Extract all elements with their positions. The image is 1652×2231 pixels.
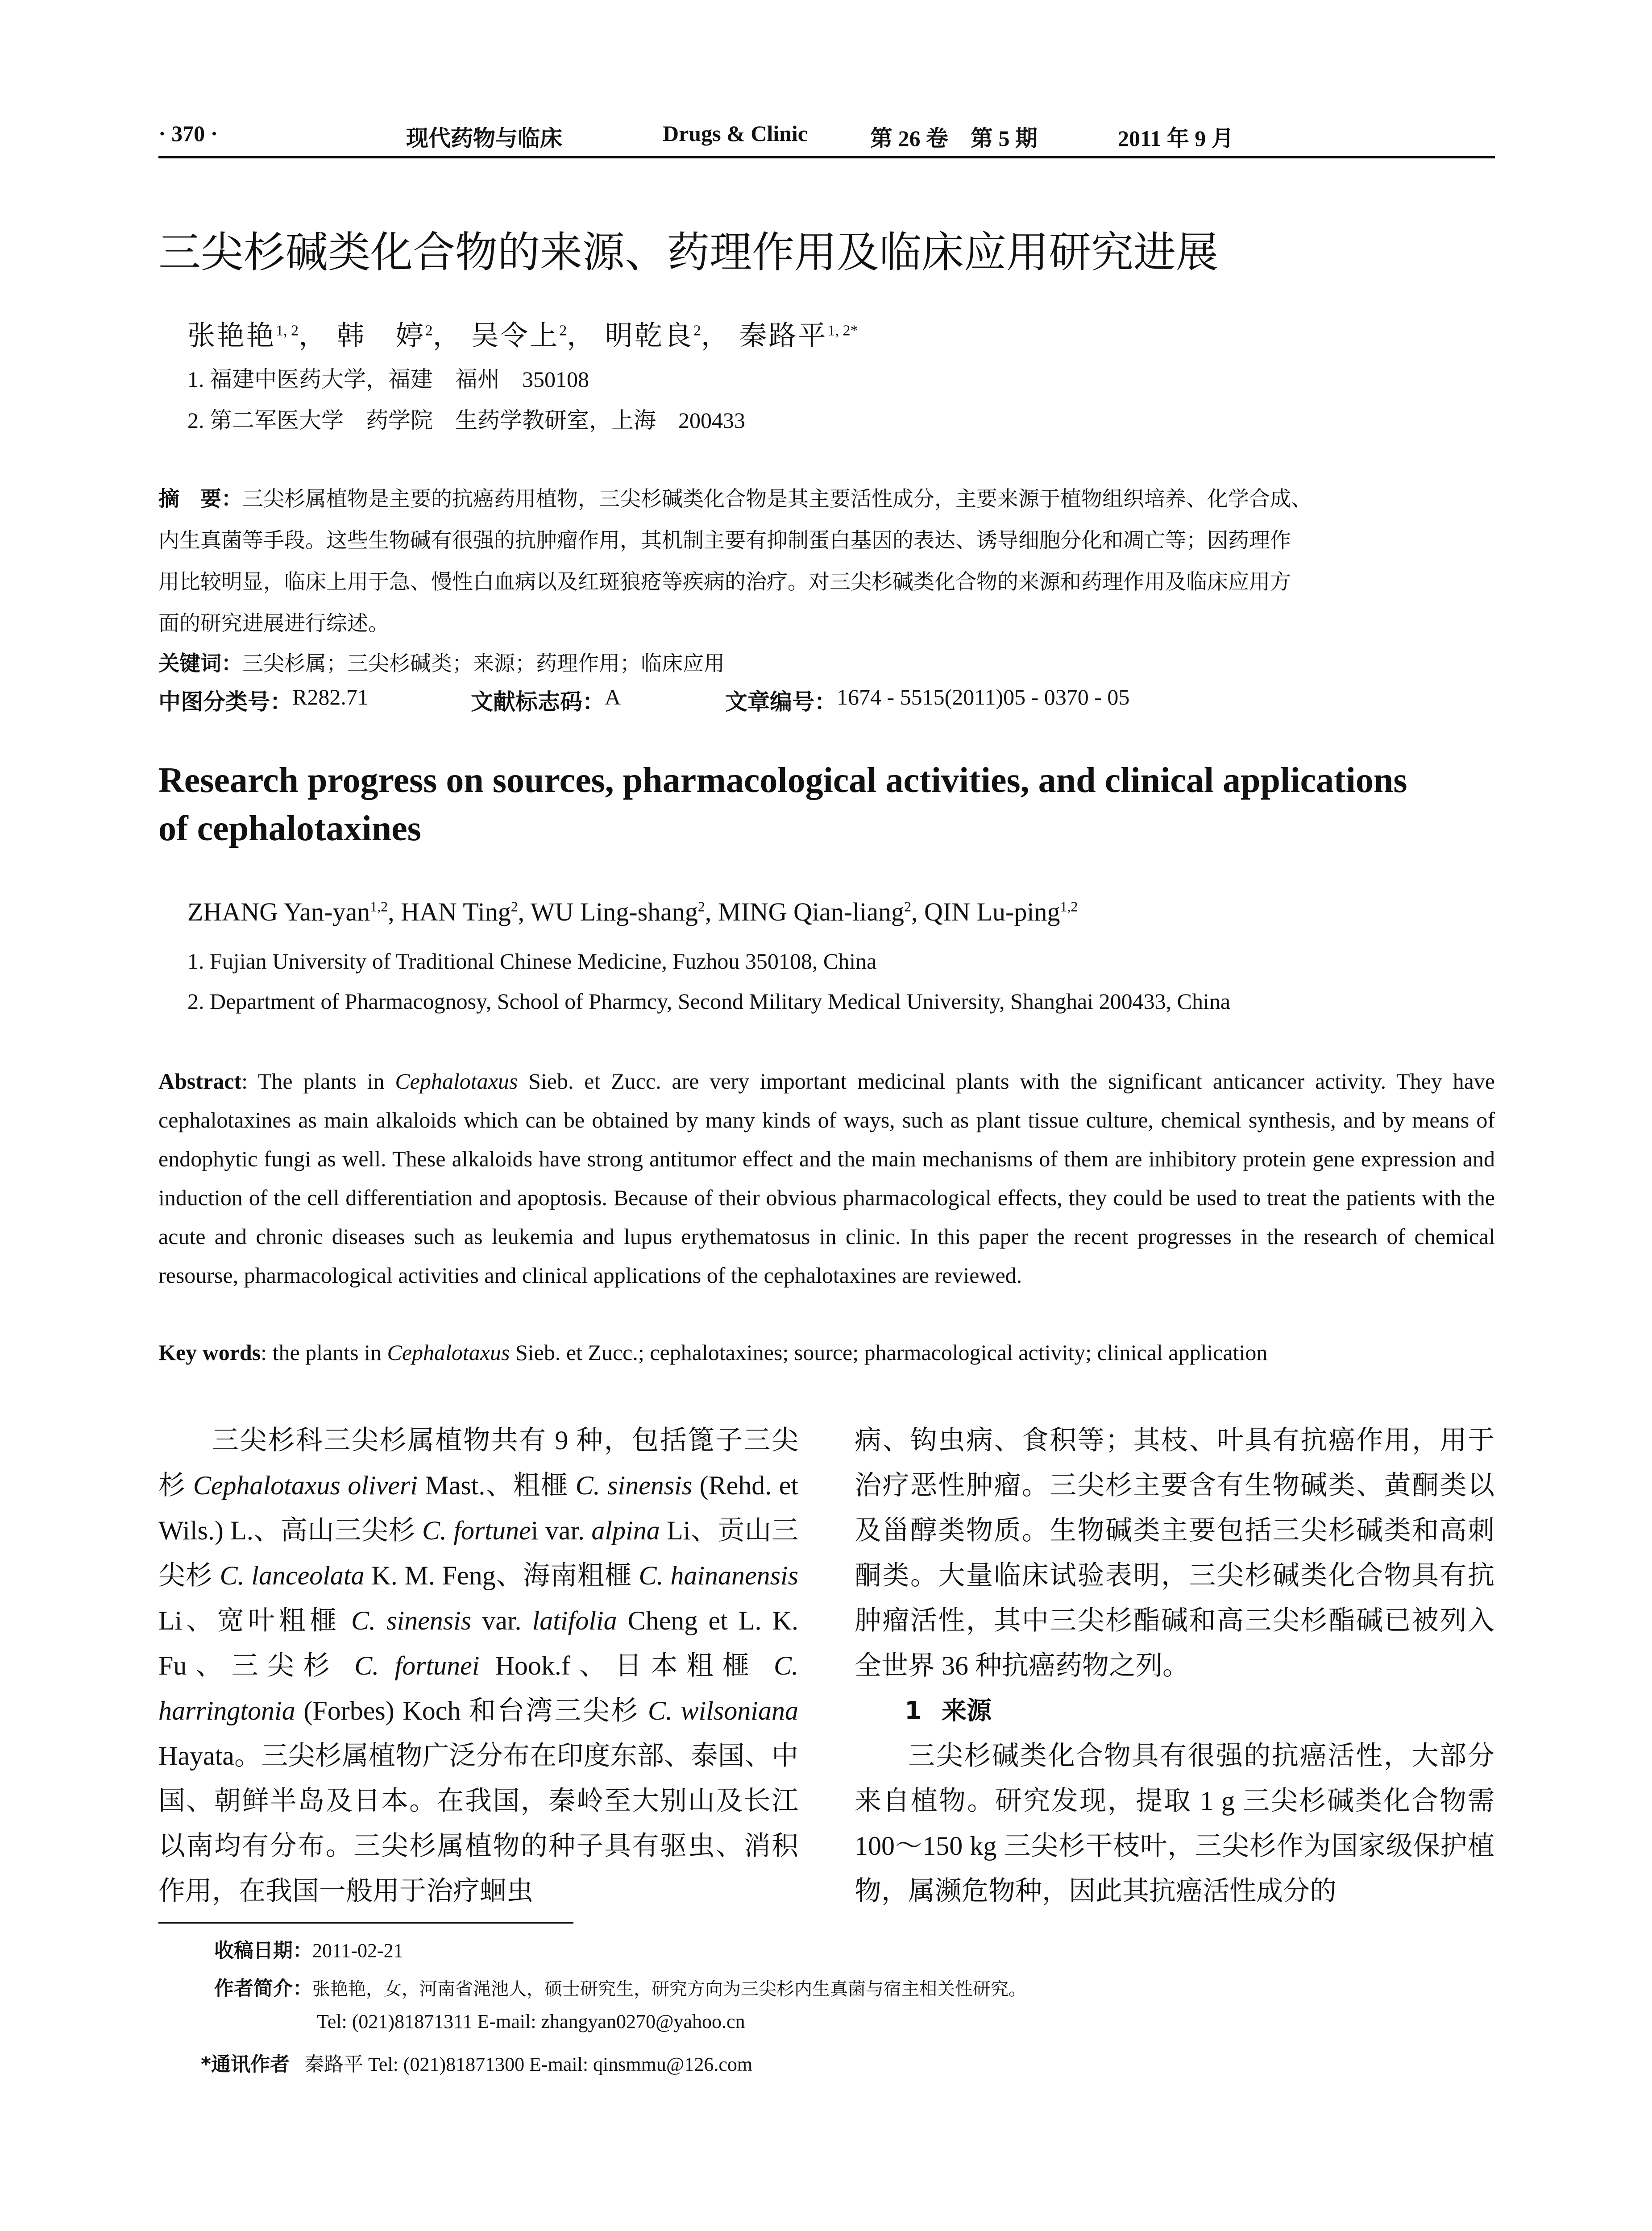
doc-code-value: A [605,684,621,709]
author-affiliation-mark: 2 [693,322,701,339]
keywords-label: 关键词： [158,651,242,676]
article-no-value: 1674 - 5515(2011)05 - 0370 - 05 [837,684,1130,709]
section-heading [855,1688,1494,1733]
footnote-rule [158,1922,573,1924]
abstract-line: 三尖杉属植物是主要的抗癌药用植物，三尖杉碱类化合物是其主要活性成分，主要来源于植物组织培养、化学合成、 [242,487,1312,511]
author-affiliation-mark: 1,2 [1060,899,1078,915]
chinese-authors: 张艳艳$^{1, 2}$， 韩 婷$^2$， 吴令上$^2$， 明乾良$^2$， 秦路平$^{1, 2*}$ [187,321,858,351]
clc-value: R282.71 [292,684,369,709]
species-name: latifolia [532,1606,617,1635]
author-affiliation-mark: 2 [697,899,705,915]
author-name: 秦路平 [739,321,828,351]
body-text: 三尖杉科三尖杉属植物共有 9 种，包括篦子三尖杉 [158,1426,798,1500]
received-date: 收稿日期：2011-02-21 [214,1939,403,1962]
species-name: C. hainanensis [639,1561,798,1590]
author-name: QIN Lu-ping [924,897,1060,926]
author-bio: 作者简介：张艳艳，女，河南省渑池人，硕士研究生，研究方向为三尖杉内生真菌与宿主相关性研究。 [214,1977,1026,2000]
species-name: C. fortune [422,1516,531,1545]
author-name: 明乾良 [605,321,693,351]
english-abstract: Abstract: The plants in Cephalotaxus Sieb. et Zucc. are very important medicinal plants with the significant anticancer activity. They have cephalotaxines as main alkaloids which can be obtained by many kinds of ways, such as plant tissue culture, chemical synthesis, and by means of endophytic fungi as well. These alkaloids have strong antitumor effect and the main mechanisms of them are inhibitory protein gene expression and induction of the cell differentiation and apoptosis. Because of their obvious pharmacological effects, they could be used to treat the patients with the acute and chronic diseases such as leukemia and lupus erythematosus in clinic. In this paper the recent progresses in the research of chemical resourse, pharmacological activities and clinical applications of the cephalotaxines are reviewed. [158,1069,1495,1288]
english-affiliation-2: 2. Department of Pharmacognosy, School of Pharmcy, Second Military Medical University, Shanghai 200433, China [187,989,1231,1014]
chinese-keywords [158,647,725,677]
body-paragraph: 三尖杉碱类化合物具有很强的抗癌活性，大部分来自植物。研究发现，提取 1 g 三尖杉碱类化合物需 100～150 kg 三尖杉干枝叶，三尖杉作为国家级保护植物，属濒危物种，因此其抗癌活性成分的 [855,1741,1494,1906]
english-title [158,756,1497,853]
abstract-line: 用比较明显，临床上用于急、慢性白血病以及红斑狼疮等疾病的治疗。对三尖杉碱类化合物的来源和药理作用及临床应用方 [158,570,1291,594]
author-name: ZHANG Yan-yan [187,897,370,926]
author-name: 吴令上 [471,321,560,351]
author-name: 张艳艳 [187,321,276,351]
issue-date: 2011 年 9 月 [1118,126,1234,151]
body-paragraph: 病、钩虫病、食积等；其枝、叶具有抗癌作用，用于治疗恶性肿瘤。三尖杉主要含有生物碱类、黄酮类以及甾醇类物质。生物碱类主要包括三尖杉碱类和高刺酮类。大量临床试验表明，三尖杉碱类化合物具有抗肿瘤活性，其中三尖杉酯碱和高三尖杉酯碱已被列入全世界 36 种抗癌药物之列。 [855,1426,1494,1680]
author-affiliation-mark: 1,2 [370,899,388,915]
author-name: WU Ling-shang [530,897,698,926]
running-header [158,117,1495,157]
author-name: HAN Ting [401,897,511,926]
corresponding-author: *通讯作者 秦路平 Tel: (021)81871300 E-mail: qinsmmu@126.com [201,2053,753,2076]
body-text: Li、贡山三尖杉 [158,1516,798,1590]
volume-issue: 第 26 卷 第 5 期 [870,126,1038,151]
author-affiliation-mark: 2 [511,899,518,915]
abstract-label: 摘 要： [158,487,242,511]
english-title-line: of cephalotaxines [158,809,421,848]
species-name: alpina [591,1516,660,1545]
species-name: Cephalotaxus oliveri [193,1471,418,1500]
journal-name-en: Drugs & Clinic [663,121,808,146]
chinese-affiliation-2: 2. 第二军医大学 药学院 生药学教研室，上海 200433 [187,408,745,433]
journal-name-cn: 现代药物与临床 [406,125,562,151]
body-text: Hook.f、日本粗榧 [479,1651,774,1680]
body-text: Li、宽叶粗榧 [158,1606,351,1635]
author-contact: Tel: (021)81871311 E-mail: zhangyan0270@yahoo.cn [317,2011,745,2032]
author-name: MING Qian-liang [718,897,905,926]
page-number: · 370 · [158,121,218,146]
chinese-affiliation-1: 1. 福建中医药大学，福建 福州 350108 [187,367,589,392]
section-number: 1 [905,1696,922,1725]
species-name: C. sinensis [575,1471,693,1500]
abstract-line: 内生真菌等手段。这些生物碱有很强的抗肿瘤作用，其机制主要有抑制蛋白基因的表达、诱导细胞分化和凋亡等；因药理作 [158,528,1291,553]
body-text: Cheng et L. K. Fu、三尖杉 [158,1606,798,1680]
body-paragraph [158,1418,798,1914]
english-title-line: Research progress on sources, pharmacological activities, and clinical applications [158,761,1407,800]
chinese-title: 三尖杉碱类化合物的来源、药理作用及临床应用研究进展 [158,228,1219,277]
header-rule [158,156,1495,158]
author-affiliation-mark: 1, 2* [827,322,858,339]
clc-label: 中图分类号： [158,689,292,715]
species-name: C. lanceolata [220,1561,365,1590]
body-text: (Rehd. et Wils.) L.、高山三尖杉 [158,1471,799,1545]
body-text: var. [471,1606,532,1635]
body-text: K. M. Feng、海南粗榧 [364,1561,639,1590]
body-text: (Forbes) Koch 和台湾三尖杉 [295,1696,648,1725]
species-name: C. wilsoniana [648,1696,798,1725]
body-column-right [855,1418,1494,1914]
body-text: Hayata。三尖杉属植物广泛分布在印度东部、泰国、中国、朝鲜半岛及日本。在我国，秦岭至大别山及长江以南均有分布。三尖杉属植物的种子具有驱虫、消积作用，在我国一般用于治疗蛔虫 [158,1741,798,1906]
species-name: C. harringtonia [158,1651,799,1725]
english-authors: ZHANG Yan-yan$^{1,2}$, HAN Ting$^2$, WU Ling-shang$^2$, MING Qian-liang$^2$, QIN Lu-ping$^{1,2}$ [187,897,1078,926]
author-affiliation-mark: 2 [559,322,567,339]
chinese-abstract [158,478,1495,644]
author-affiliation-mark: 2 [904,899,912,915]
body-text: Mast.、粗榧 [417,1471,576,1500]
classification-row [158,684,1495,720]
body-text: i var. [531,1516,592,1545]
doc-code-label: 文献标志码： [471,689,605,715]
keywords-text: 三尖杉属；三尖杉碱类；来源；药理作用；临床应用 [242,651,725,676]
english-affiliation-1: 1. Fujian University of Traditional Chinese Medicine, Fuzhou 350108, China [187,949,877,974]
abstract-label: Abstract [158,1069,242,1094]
species-name: C. sinensis [351,1606,472,1635]
author-affiliation-mark: 1, 2 [276,322,299,339]
body-column-left [158,1418,798,1914]
abstract-line: 面的研究进展进行综述。 [158,611,389,636]
article-no-label: 文章编号： [725,689,837,715]
author-name: 韩 婷 [336,321,425,351]
author-affiliation-mark: 2 [425,322,433,339]
keywords-label: Key words [158,1340,261,1365]
english-keywords: Key words: the plants in Cephalotaxus Sieb. et Zucc.; cephalotaxines; source; pharmacological activity; clinical application [158,1340,1268,1365]
species-name: C. fortunei [354,1651,480,1680]
section-title: 来源 [941,1696,992,1725]
